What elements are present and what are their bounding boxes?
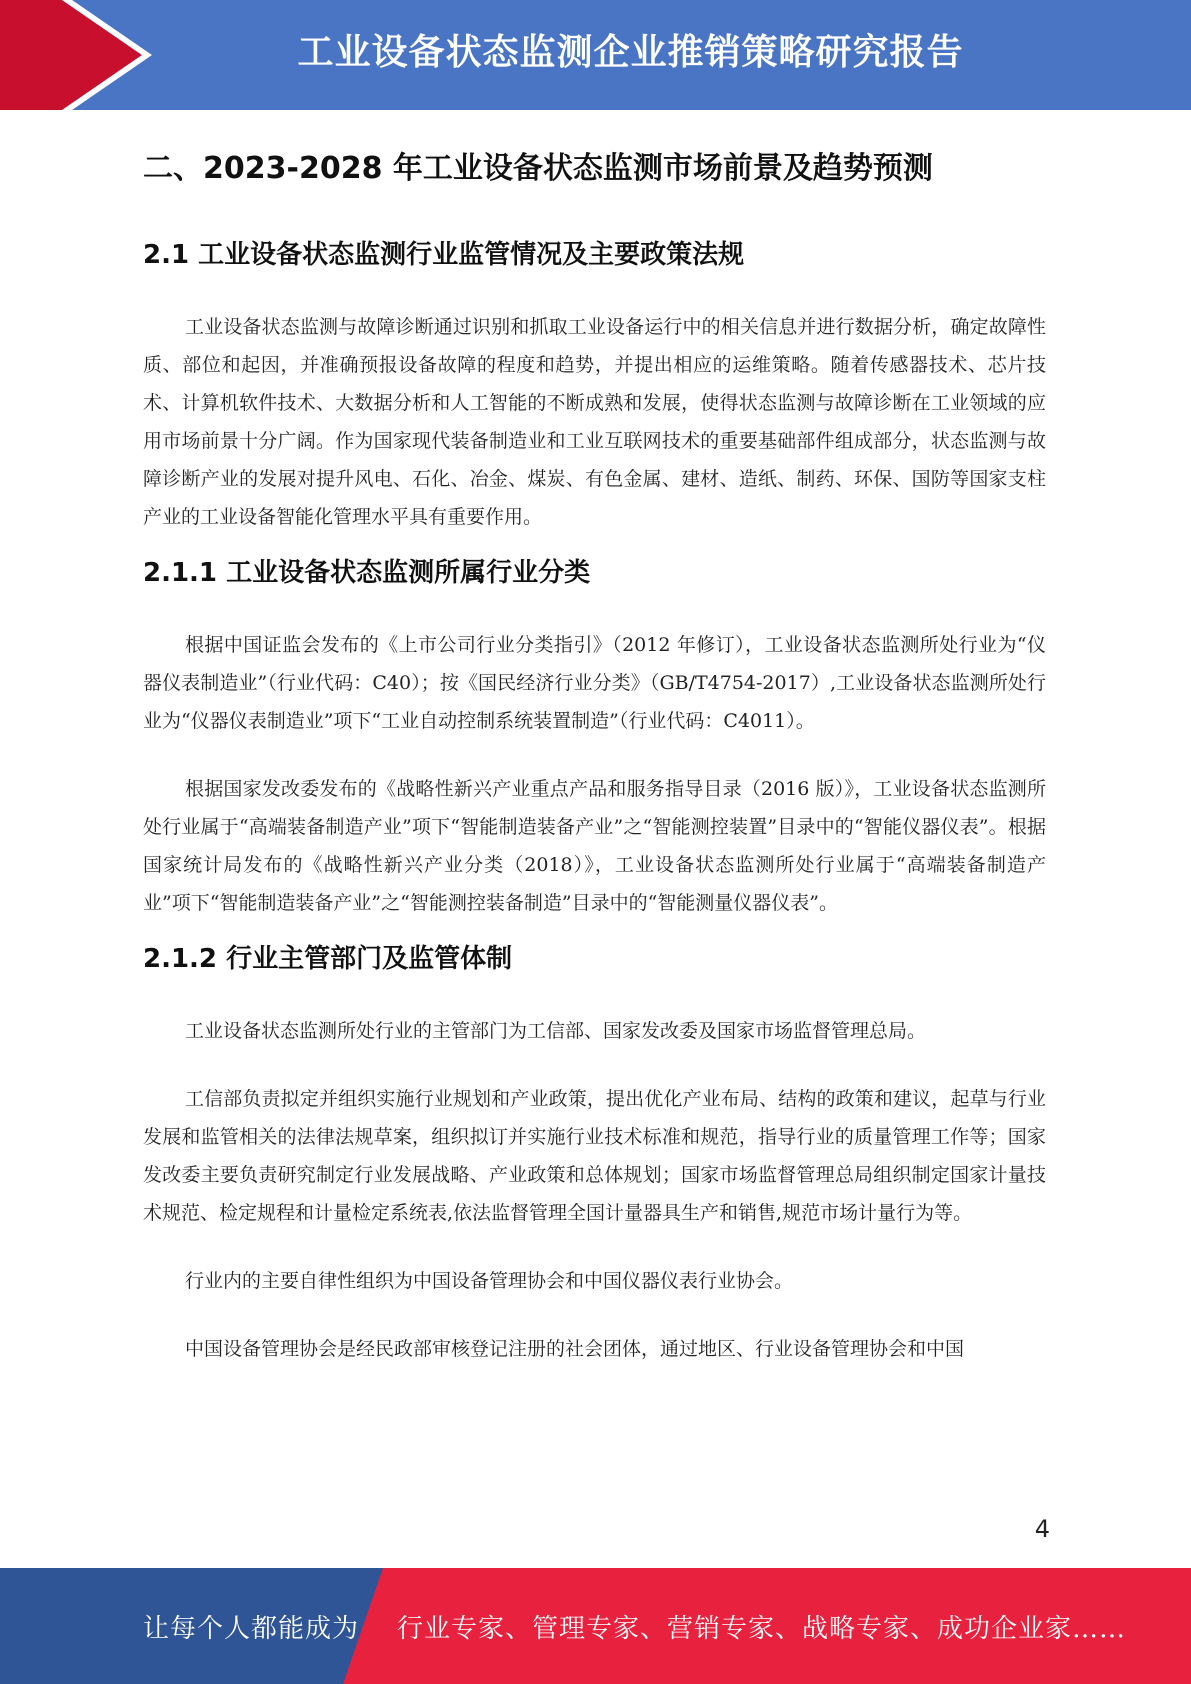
footer-slogan-right: 行业专家、管理专家、营销专家、战略专家、成功企业家…… <box>397 1614 1127 1644</box>
report-title: 工业设备状态监测企业推销策略研究报告 <box>297 32 964 73</box>
paragraph-2-1-2-a: 工业设备状态监测所处行业的主管部门为工信部、国家发改委及国家市场监督管理总局。 <box>185 1020 927 1042</box>
paragraph-2-1-2-d: 中国设备管理协会是经民政部审核登记注册的社会团体，通过地区、行业设备管理协会和中国 <box>185 1338 965 1360</box>
subsection-heading-2-1-2: 2.1.2 行业主管部门及监管体制 <box>143 944 513 974</box>
paragraph-2-1-1-a: 根据中国证监会发布的《上市公司行业分类指引》（2012 年修订），工业设备状态监测所处行业为“仪器仪表制造业”（行业代码：C40）；按《国民经济行业分类》（GB/T4754-2017）,工业设备状态监测所处行业为“仪器仪表制造业”项下“工业自动控制系统装置制造”（行业代码：C4011）。 <box>143 634 1046 732</box>
subsection-heading-2-1: 2.1 工业设备状态监测行业监管情况及主要政策法规 <box>143 240 745 270</box>
paragraph-2-1-2-c: 行业内的主要自律性组织为中国设备管理协会和中国仪器仪表行业协会。 <box>185 1270 794 1292</box>
paragraph-2-1-1-b: 根据国家发改委发布的《战略性新兴产业重点产品和服务指导目录（2016 版）》，工业设备状态监测所处行业属于“高端装备制造产业”项下“智能制造装备产业”之“智能测控装置”目录中的“智能仪器仪表”。根据国家统计局发布的《战略性新兴产业分类（2018）》，工业设备状态监测所处行业属于“高端装备制造产业”项下“智能制造装备产业”之“智能测控装备制造”目录中的“智能测量仪器仪表”。 <box>143 778 1046 914</box>
footer-slogan-left: 让每个人都能成为 <box>143 1614 360 1644</box>
paragraph-2-1-2-b: 工信部负责拟定并组织实施行业规划和产业政策，提出优化产业布局、结构的政策和建议，起草与行业发展和监管相关的法律法规草案，组织拟订并实施行业技术标准和规范，指导行业的质量管理工作等；国家发改委主要负责研究制定行业发展战略、产业政策和总体规划；国家市场监督管理总局组织制定国家计量技术规范、检定规程和计量检定系统表,依法监督管理全国计量器具生产和销售,规范市场计量行为等。 <box>143 1088 1046 1224</box>
section-heading: 二、2023-2028 年工业设备状态监测市场前景及趋势预测 <box>143 151 933 186</box>
page-number: 4 <box>1034 1515 1050 1543</box>
paragraph-2-1: 工业设备状态监测与故障诊断通过识别和抓取工业设备运行中的相关信息并进行数据分析，确定故障性质、部位和起因，并准确预报设备故障的程度和趋势，并提出相应的运维策略。随着传感器技术、芯片技术、计算机软件技术、大数据分析和人工智能的不断成熟和发展，使得状态监测与故障诊断在工业领域的应用市场前景十分广阔。作为国家现代装备制造业和工业互联网技术的重要基础部件组成部分，状态监测与故障诊断产业的发展对提升风电、石化、冶金、煤炭、有色金属、建材、造纸、制药、环保、国防等国家支柱产业的工业设备智能化管理水平具有重要作用。 <box>143 316 1046 528</box>
subsection-heading-2-1-1: 2.1.1 工业设备状态监测所属行业分类 <box>143 558 591 588</box>
page-content <box>143 130 1046 1368</box>
